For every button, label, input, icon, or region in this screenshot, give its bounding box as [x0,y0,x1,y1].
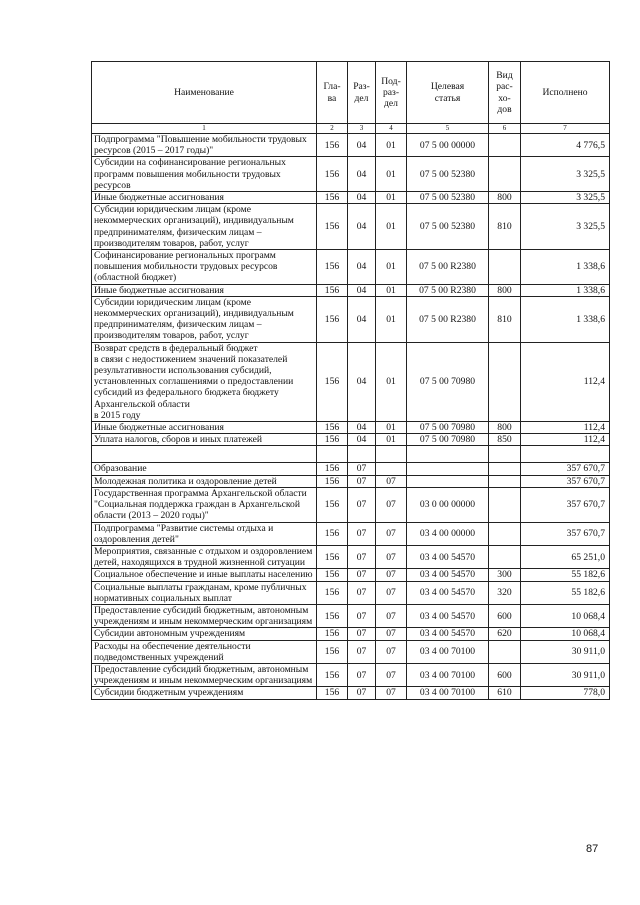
table-row [92,604,610,627]
row-razdel-cell: 04 [348,434,376,446]
row-glava-cell: 156 [317,204,348,250]
row-vid-cell: 810 [489,204,521,250]
page-number: 87 [586,843,599,855]
row-name-cell: Субсидии на софинансирование региональных программ повышения мобильности трудовых ресурсов [92,157,317,192]
row-statya-cell: 07 5 00 52380 [407,192,489,204]
row-statya-cell: 03 4 00 70100 [407,640,489,663]
row-glava-cell: 156 [317,687,348,699]
row-glava-cell: 156 [317,569,348,581]
row-name-cell: Субсидии юридическим лицам (кроме некоммерческих организаций), индивидуальным предпринимателям, физическим лицам – производителям товаров, работ, услуг [92,296,317,342]
spacer-row [92,446,610,463]
row-glava-cell: 156 [317,157,348,192]
column-number: 6 [489,124,521,134]
row-glava-cell: 156 [317,134,348,157]
table-row [92,487,610,522]
table-row [92,342,610,421]
row-razdel-cell: 07 [348,463,376,475]
row-statya-cell: 03 4 00 70100 [407,687,489,699]
column-number: 5 [407,124,489,134]
column-number-row [92,124,610,134]
row-razdel-cell: 07 [348,628,376,640]
row-vid-cell: 810 [489,296,521,342]
empty-cell [376,446,407,463]
row-statya-cell: 07 5 00 R2380 [407,250,489,285]
row-podrazdel-cell: 01 [376,250,407,285]
table-row [92,475,610,487]
row-value-cell: 55 182,6 [521,569,610,581]
row-podrazdel-cell: 01 [376,134,407,157]
row-razdel-cell: 07 [348,581,376,604]
table-row [92,522,610,545]
row-name-cell: Мероприятия, связанные с отдыхом и оздоровлением детей, находящихся в трудной жизненной ситуации [92,545,317,568]
row-podrazdel-cell: 07 [376,628,407,640]
row-razdel-cell: 04 [348,296,376,342]
row-name-cell: Образование [92,463,317,475]
row-razdel-cell: 04 [348,204,376,250]
row-statya-cell: 03 4 00 54570 [407,545,489,568]
row-name-cell: Субсидии юридическим лицам (кроме некоммерческих организаций), индивидуальным предпринимателям, физическим лицам – производителям товаров, работ, услуг [92,204,317,250]
row-value-cell: 30 911,0 [521,663,610,686]
row-statya-cell: 03 4 00 00000 [407,522,489,545]
row-razdel-cell: 04 [348,134,376,157]
row-name-cell: Молодежная политика и оздоровление детей [92,475,317,487]
row-vid-cell [489,475,521,487]
row-podrazdel-cell: 01 [376,284,407,296]
row-podrazdel-cell: 01 [376,296,407,342]
row-razdel-cell: 07 [348,687,376,699]
row-value-cell: 65 251,0 [521,545,610,568]
row-vid-cell [489,463,521,475]
row-glava-cell: 156 [317,250,348,285]
row-name-cell: Уплата налогов, сборов и иных платежей [92,434,317,446]
row-vid-cell [489,640,521,663]
row-value-cell: 357 670,7 [521,522,610,545]
header-vid: Вид рас- хо- дов [489,62,521,124]
row-statya-cell: 03 4 00 54570 [407,604,489,627]
budget-table [91,61,610,700]
column-number: 3 [348,124,376,134]
row-name-cell: Субсидии автономным учреждениям [92,628,317,640]
row-vid-cell [489,134,521,157]
row-podrazdel-cell: 01 [376,422,407,434]
row-vid-cell [489,250,521,285]
row-glava-cell: 156 [317,422,348,434]
table-row [92,581,610,604]
row-name-cell: Субсидии бюджетным учреждениям [92,687,317,699]
row-podrazdel-cell: 07 [376,604,407,627]
row-podrazdel-cell: 07 [376,581,407,604]
row-value-cell: 778,0 [521,687,610,699]
row-vid-cell: 300 [489,569,521,581]
row-glava-cell: 156 [317,296,348,342]
row-vid-cell: 620 [489,628,521,640]
empty-cell [317,446,348,463]
empty-cell [92,446,317,463]
row-podrazdel-cell: 07 [376,687,407,699]
row-statya-cell: 03 0 00 00000 [407,487,489,522]
row-name-cell: Подпрограмма "Повышение мобильности трудовых ресурсов (2015 – 2017 годы)" [92,134,317,157]
row-statya-cell: 07 5 00 R2380 [407,296,489,342]
row-vid-cell: 600 [489,663,521,686]
column-number: 4 [376,124,407,134]
empty-cell [489,446,521,463]
row-name-cell: Расходы на обеспечение деятельности подведомственных учреждений [92,640,317,663]
row-podrazdel-cell: 07 [376,663,407,686]
row-razdel-cell: 04 [348,284,376,296]
row-podrazdel-cell: 01 [376,434,407,446]
row-razdel-cell: 07 [348,475,376,487]
table-row [92,157,610,192]
row-name-cell: Софинансирование региональных программ повышения мобильности трудовых ресурсов (областной бюджет) [92,250,317,285]
row-vid-cell: 600 [489,604,521,627]
empty-cell [521,446,610,463]
row-glava-cell: 156 [317,475,348,487]
header-glava: Гла- ва [317,62,348,124]
table-body [92,134,610,700]
row-value-cell: 112,4 [521,434,610,446]
header-razdel: Раз- дел [348,62,376,124]
row-glava-cell: 156 [317,663,348,686]
row-glava-cell: 156 [317,522,348,545]
row-glava-cell: 156 [317,192,348,204]
row-name-cell: Государственная программа Архангельской области "Социальная поддержка граждан в Архангельской области (2013 – 2020 годы)" [92,487,317,522]
row-value-cell: 3 325,5 [521,157,610,192]
row-value-cell: 3 325,5 [521,192,610,204]
table-row [92,545,610,568]
header-ispolneno: Исполнено [521,62,610,124]
row-glava-cell: 156 [317,342,348,421]
row-podrazdel-cell: 01 [376,192,407,204]
row-statya-cell: 07 5 00 52380 [407,204,489,250]
row-razdel-cell: 07 [348,663,376,686]
table-row [92,284,610,296]
row-value-cell: 10 068,4 [521,604,610,627]
row-podrazdel-cell: 07 [376,569,407,581]
header-name: Наименование [92,62,317,124]
row-vid-cell [489,487,521,522]
header-podrazdel: Под- раз- дел [376,62,407,124]
row-vid-cell: 800 [489,284,521,296]
row-razdel-cell: 07 [348,522,376,545]
row-value-cell: 357 670,7 [521,463,610,475]
row-name-cell: Возврат средств в федеральный бюджет в связи с недостижением значений показателей результативности использования субсидий, установленных соглашениями о предоставлении субсидий из федерального бюджета бюджету Архангельской области в 2015 году [92,342,317,421]
row-razdel-cell: 04 [348,342,376,421]
row-vid-cell: 320 [489,581,521,604]
row-name-cell: Социальные выплаты гражданам, кроме публичных нормативных социальных выплат [92,581,317,604]
row-statya-cell [407,475,489,487]
row-value-cell: 1 338,6 [521,296,610,342]
row-value-cell: 55 182,6 [521,581,610,604]
row-podrazdel-cell: 07 [376,640,407,663]
row-razdel-cell: 07 [348,640,376,663]
row-value-cell: 10 068,4 [521,628,610,640]
row-value-cell: 1 338,6 [521,284,610,296]
row-glava-cell: 156 [317,581,348,604]
row-value-cell: 112,4 [521,422,610,434]
table-row [92,663,610,686]
row-podrazdel-cell: 07 [376,475,407,487]
row-statya-cell: 07 5 00 70980 [407,422,489,434]
header-row [92,62,610,124]
row-razdel-cell: 04 [348,250,376,285]
table-row [92,434,610,446]
row-glava-cell: 156 [317,284,348,296]
row-glava-cell: 156 [317,487,348,522]
row-vid-cell [489,157,521,192]
row-glava-cell: 156 [317,463,348,475]
row-value-cell: 1 338,6 [521,250,610,285]
row-statya-cell: 03 4 00 54570 [407,569,489,581]
empty-cell [348,446,376,463]
table-row [92,204,610,250]
row-vid-cell [489,342,521,421]
row-statya-cell: 07 5 00 00000 [407,134,489,157]
row-razdel-cell: 07 [348,604,376,627]
row-vid-cell [489,545,521,568]
row-value-cell: 30 911,0 [521,640,610,663]
row-value-cell: 357 670,7 [521,487,610,522]
row-vid-cell: 800 [489,192,521,204]
header-statya: Целевая статья [407,62,489,124]
row-razdel-cell: 04 [348,157,376,192]
row-razdel-cell: 04 [348,422,376,434]
row-podrazdel-cell: 01 [376,157,407,192]
table-row [92,463,610,475]
row-statya-cell: 03 4 00 54570 [407,581,489,604]
row-value-cell: 112,4 [521,342,610,421]
table-row [92,192,610,204]
column-number: 7 [521,124,610,134]
row-name-cell: Иные бюджетные ассигнования [92,192,317,204]
budget-table-container [91,61,609,700]
row-podrazdel-cell: 01 [376,204,407,250]
row-razdel-cell: 04 [348,192,376,204]
row-value-cell: 4 776,5 [521,134,610,157]
row-statya-cell: 07 5 00 70980 [407,434,489,446]
table-row [92,134,610,157]
row-value-cell: 357 670,7 [521,475,610,487]
row-value-cell: 3 325,5 [521,204,610,250]
row-podrazdel-cell: 07 [376,522,407,545]
row-statya-cell: 07 5 00 R2380 [407,284,489,296]
row-podrazdel-cell [376,463,407,475]
row-glava-cell: 156 [317,604,348,627]
row-name-cell: Иные бюджетные ассигнования [92,284,317,296]
row-name-cell: Подпрограмма "Развитие системы отдыха и оздоровления детей" [92,522,317,545]
row-razdel-cell: 07 [348,487,376,522]
row-name-cell: Предоставление субсидий бюджетным, автономным учреждениям и иным некоммерческим организациям [92,663,317,686]
row-name-cell: Иные бюджетные ассигнования [92,422,317,434]
row-glava-cell: 156 [317,434,348,446]
table-row [92,296,610,342]
row-glava-cell: 156 [317,545,348,568]
row-podrazdel-cell: 07 [376,545,407,568]
table-row [92,569,610,581]
table-row [92,422,610,434]
row-vid-cell [489,522,521,545]
row-name-cell: Предоставление субсидий бюджетным, автономным учреждениям и иным некоммерческим организациям [92,604,317,627]
row-statya-cell: 07 5 00 52380 [407,157,489,192]
row-statya-cell: 03 4 00 70100 [407,663,489,686]
row-vid-cell: 850 [489,434,521,446]
column-number: 1 [92,124,317,134]
row-name-cell: Социальное обеспечение и иные выплаты населению [92,569,317,581]
row-razdel-cell: 07 [348,569,376,581]
table-row [92,250,610,285]
row-statya-cell [407,463,489,475]
row-vid-cell: 800 [489,422,521,434]
column-number: 2 [317,124,348,134]
empty-cell [407,446,489,463]
row-statya-cell: 03 4 00 54570 [407,628,489,640]
table-row [92,687,610,699]
row-glava-cell: 156 [317,640,348,663]
row-statya-cell: 07 5 00 70980 [407,342,489,421]
row-podrazdel-cell: 01 [376,342,407,421]
row-vid-cell: 610 [489,687,521,699]
table-row [92,628,610,640]
row-razdel-cell: 07 [348,545,376,568]
table-row [92,640,610,663]
row-podrazdel-cell: 07 [376,487,407,522]
row-glava-cell: 156 [317,628,348,640]
